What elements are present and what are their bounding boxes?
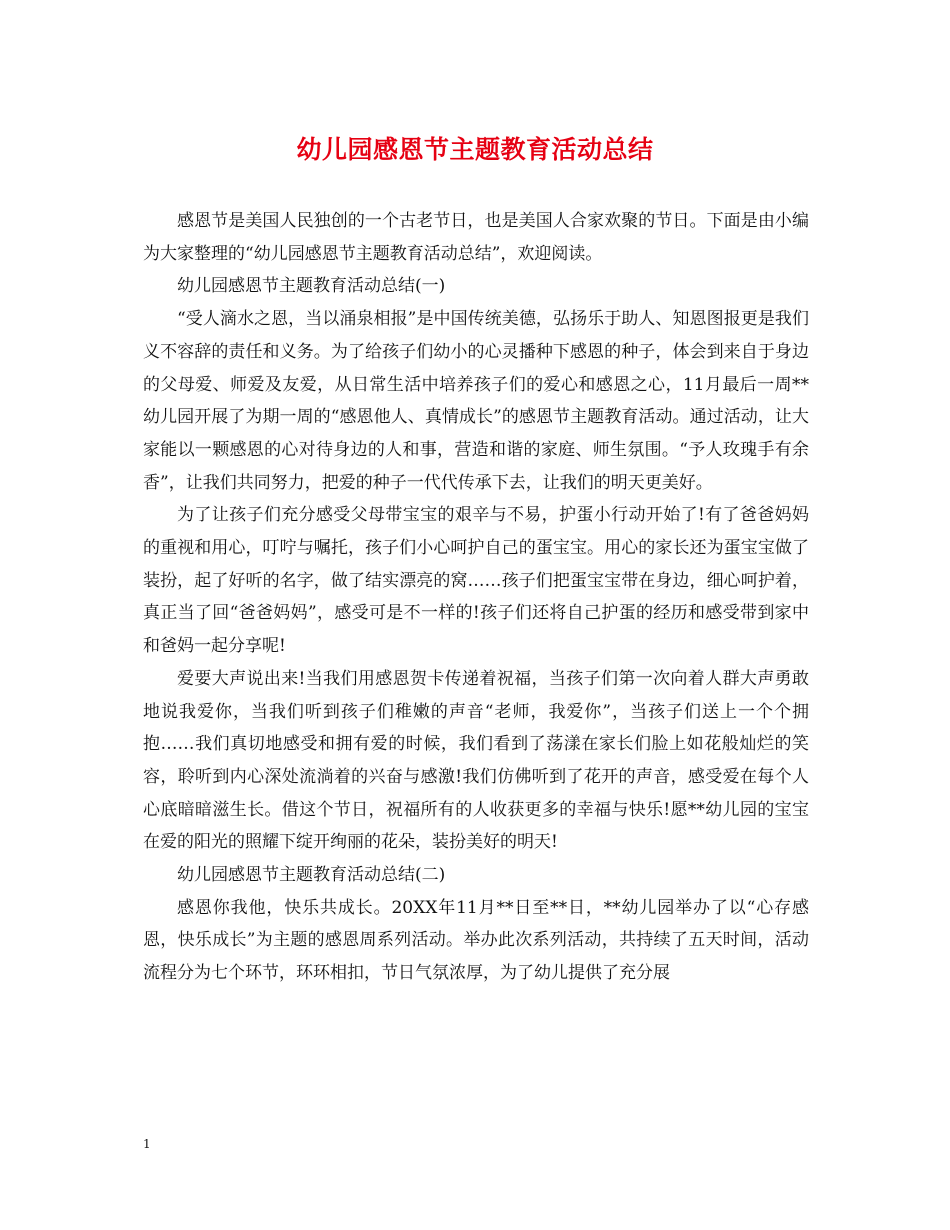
body-paragraph: 感恩你我他，快乐共成长。20XX年11月**日至**日，**幼儿园举办了以“心存感恩，快乐成长”为主题的感恩周系列活动。举办此次系列活动，共持续了五天时间，活动流程分为七个环节，环环相扣，节日气氛浓厚，为了幼儿提供了充分展 — [143, 897, 809, 984]
intro-paragraph: 感恩节是美国人民独创的一个古老节日，也是美国人合家欢聚的节日。下面是由小编为大家整理的“幼儿园感恩节主题教育活动总结”，欢迎阅读。 — [143, 211, 809, 264]
document-title: 幼儿园感恩节主题教育活动总结 — [296, 135, 654, 164]
page-number: 1 — [143, 1137, 151, 1151]
body-paragraph: 为了让孩子们充分感受父母带宝宝的艰辛与不易，护蛋小行动开始了!有了爸爸妈妈的重视和用心，叮咛与嘱托，孩子们小心呵护自己的蛋宝宝。用心的家长还为蛋宝宝做了装扮，起了好听的名字，做了结实漂亮的窝……孩子们把蛋宝宝带在身边，细心呵护着，真正当了回“爸爸妈妈”，感受可是不一样的!孩子们还将自己护蛋的经历和感受带到家中和爸妈一起分享呢! — [143, 505, 809, 657]
body-paragraph: 爱要大声说出来!当我们用感恩贺卡传递着祝福，当孩子们第一次向着人群大声勇敢地说我爱你，当我们听到孩子们稚嫩的声音“老师，我爱你”，当孩子们送上一个个拥抱……我们真切地感受和拥有爱的时候，我们看到了荡漾在家长们脸上如花般灿烂的笑容，聆听到内心深处流淌着的兴奋与感激!我们仿佛听到了花开的声音，感受爱在每个人心底暗暗滋生长。借这个节日，祝福所有的人收获更多的幸福与快乐!愿**幼儿园的宝宝在爱的阳光的照耀下绽开绚丽的花朵，装扮美好的明天! — [143, 668, 809, 853]
body-paragraph: “受人滴水之恩，当以涌泉相报”是中国传统美德，弘扬乐于助人、知恩图报更是我们义不容辞的责任和义务。为了给孩子们幼小的心灵播种下感恩的种子，体会到来自于身边的父母爱、师爱及友爱，从日常生活中培养孩子们的爱心和感恩之心，11月最后一周**幼儿园开展了为期一周的“感恩他人、真情成长”的感恩节主题教育活动。通过活动，让大家能以一颗感恩的心对待身边的人和事，营造和谐的家庭、师生氛围。“予人玫瑰手有余香”，让我们共同努力，把爱的种子一代代传承下去，让我们的明天更美好。 — [143, 309, 809, 493]
document-body — [143, 205, 809, 990]
section-heading-1: 幼儿园感恩节主题教育活动总结(一) — [177, 276, 446, 297]
section-heading-2: 幼儿园感恩节主题教育活动总结(二) — [177, 865, 446, 886]
